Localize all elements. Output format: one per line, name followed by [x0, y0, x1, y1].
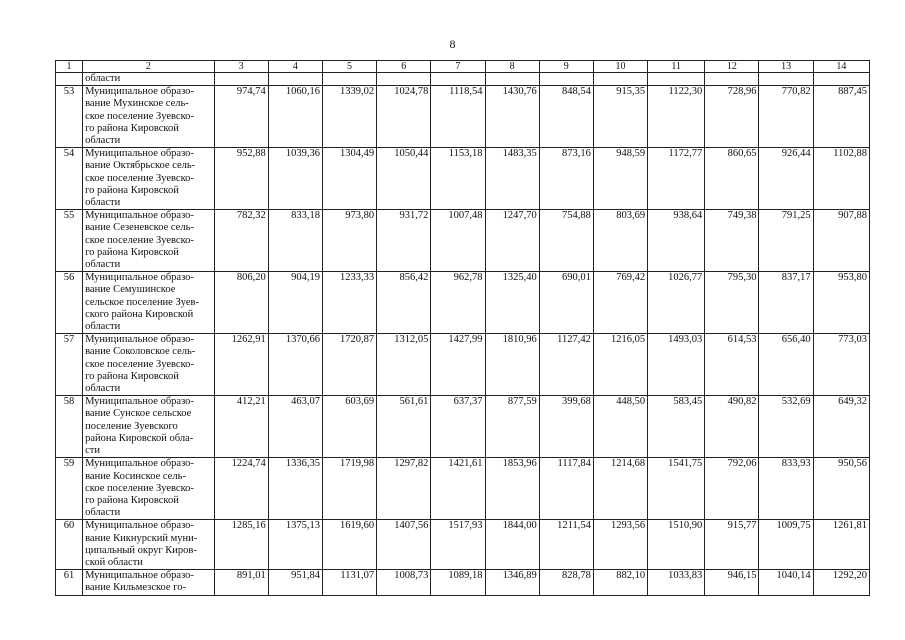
- value-cell: 951,84: [268, 570, 322, 595]
- entity-name-cell: [83, 272, 214, 334]
- value-cell: 952,88: [214, 148, 268, 210]
- value-cell: 770,82: [759, 86, 813, 148]
- entity-name-cell: [83, 73, 214, 86]
- value-cell: 1375,13: [268, 520, 322, 570]
- entity-name-cell: [83, 520, 214, 570]
- entity-name-line: го района Кировской: [85, 122, 179, 134]
- entity-name-line: ское поселение Зуевско-: [85, 482, 194, 494]
- entity-name-line: ское поселение Зуевско-: [85, 234, 194, 246]
- value-cell: 1720,87: [322, 334, 376, 396]
- table-row: [56, 272, 870, 334]
- entity-name-line: вание Косинское сель-: [85, 470, 186, 482]
- value-cell: 806,20: [214, 272, 268, 334]
- value-cell: 833,18: [268, 210, 322, 272]
- value-cell: 1211,54: [539, 520, 593, 570]
- value-cell: 1117,84: [539, 458, 593, 520]
- value-cell: 769,42: [593, 272, 647, 334]
- table-row: [56, 520, 870, 570]
- entity-name-line: области: [85, 73, 121, 84]
- value-cell: 887,45: [813, 86, 869, 148]
- value-cell: [539, 73, 593, 86]
- value-cell: [322, 73, 376, 86]
- value-cell: 1325,40: [485, 272, 539, 334]
- column-header-14: 14: [813, 61, 869, 73]
- table-row: [56, 210, 870, 272]
- entity-name-line: вание Мухинское сель-: [85, 98, 189, 110]
- value-cell: [813, 73, 869, 86]
- column-header-10: 10: [593, 61, 647, 73]
- entity-name-cell: [83, 86, 214, 148]
- value-cell: 891,01: [214, 570, 268, 595]
- value-cell: 907,88: [813, 210, 869, 272]
- value-cell: 848,54: [539, 86, 593, 148]
- entity-name-line: вание Кильмезское го-: [85, 582, 187, 594]
- value-cell: 1153,18: [431, 148, 485, 210]
- value-cell: 1033,83: [648, 570, 705, 595]
- row-number: 54: [56, 148, 83, 210]
- value-cell: 1039,36: [268, 148, 322, 210]
- table-row: [56, 396, 870, 458]
- entity-name-line: ципальный округ Киров-: [85, 544, 197, 556]
- entity-name-line: вание Семушинское: [85, 284, 176, 296]
- value-cell: 649,32: [813, 396, 869, 458]
- data-table: [55, 60, 870, 596]
- value-cell: 1127,42: [539, 334, 593, 396]
- value-cell: 1172,77: [648, 148, 705, 210]
- value-cell: 1370,66: [268, 334, 322, 396]
- value-cell: 828,78: [539, 570, 593, 595]
- value-cell: 795,30: [705, 272, 759, 334]
- value-cell: 1541,75: [648, 458, 705, 520]
- value-cell: 1407,56: [377, 520, 431, 570]
- value-cell: 532,69: [759, 396, 813, 458]
- row-number: 55: [56, 210, 83, 272]
- column-header-7: 7: [431, 61, 485, 73]
- entity-name-line: области: [85, 259, 121, 271]
- value-cell: 1810,96: [485, 334, 539, 396]
- column-header-4: 4: [268, 61, 322, 73]
- entity-name-line: го района Кировской: [85, 184, 179, 196]
- value-cell: 882,10: [593, 570, 647, 595]
- value-cell: 953,80: [813, 272, 869, 334]
- value-cell: 1007,48: [431, 210, 485, 272]
- value-cell: 1060,16: [268, 86, 322, 148]
- entity-name-line: ское поселение Зуевско-: [85, 110, 194, 122]
- value-cell: 1517,93: [431, 520, 485, 570]
- value-cell: 1224,74: [214, 458, 268, 520]
- value-cell: 1304,49: [322, 148, 376, 210]
- value-cell: 1427,99: [431, 334, 485, 396]
- value-cell: 946,15: [705, 570, 759, 595]
- value-cell: 1510,90: [648, 520, 705, 570]
- entity-name-line: области: [85, 321, 121, 333]
- value-cell: 1040,14: [759, 570, 813, 595]
- row-number: 57: [56, 334, 83, 396]
- value-cell: 1493,03: [648, 334, 705, 396]
- value-cell: [214, 73, 268, 86]
- value-cell: 791,25: [759, 210, 813, 272]
- value-cell: 1008,73: [377, 570, 431, 595]
- entity-name-line: ской области: [85, 556, 143, 568]
- entity-name-line: вание Кикнурский муни-: [85, 532, 198, 544]
- entity-name-line: сти: [85, 445, 100, 457]
- value-cell: 1293,56: [593, 520, 647, 570]
- value-cell: [377, 73, 431, 86]
- value-cell: 1844,00: [485, 520, 539, 570]
- entity-name-line: поселение Зуевского: [85, 420, 178, 432]
- value-cell: 412,21: [214, 396, 268, 458]
- value-cell: 583,45: [648, 396, 705, 458]
- entity-name-line: области: [85, 507, 121, 519]
- value-cell: 1336,35: [268, 458, 322, 520]
- row-number: 60: [56, 520, 83, 570]
- value-cell: 792,06: [705, 458, 759, 520]
- value-cell: 915,35: [593, 86, 647, 148]
- entity-name-line: Муниципальное образо-: [85, 86, 194, 98]
- value-cell: 877,59: [485, 396, 539, 458]
- value-cell: 728,96: [705, 86, 759, 148]
- value-cell: 962,78: [431, 272, 485, 334]
- table-row: [56, 570, 870, 595]
- value-cell: 1719,98: [322, 458, 376, 520]
- column-header-8: 8: [485, 61, 539, 73]
- value-cell: 1026,77: [648, 272, 705, 334]
- column-header-9: 9: [539, 61, 593, 73]
- table-row: [56, 458, 870, 520]
- entity-name-line: Муниципальное образо-: [85, 210, 194, 222]
- entity-name-line: области: [85, 197, 121, 209]
- value-cell: 463,07: [268, 396, 322, 458]
- entity-name-cell: [83, 334, 214, 396]
- value-cell: 1261,81: [813, 520, 869, 570]
- row-number: 59: [56, 458, 83, 520]
- entity-name-line: ское поселение Зуевско-: [85, 358, 194, 370]
- entity-name-line: го района Кировской: [85, 246, 179, 258]
- entity-name-line: Муниципальное образо-: [85, 570, 194, 582]
- value-cell: 1483,35: [485, 148, 539, 210]
- value-cell: 1346,89: [485, 570, 539, 595]
- value-cell: 1312,05: [377, 334, 431, 396]
- entity-name-line: вание Октябрьское сель-: [85, 160, 196, 172]
- entity-name-line: сельское поселение Зуев-: [85, 296, 199, 308]
- value-cell: 1247,70: [485, 210, 539, 272]
- entity-name-cell: [83, 570, 214, 595]
- value-cell: 603,69: [322, 396, 376, 458]
- value-cell: 1297,82: [377, 458, 431, 520]
- row-number: 56: [56, 272, 83, 334]
- value-cell: 1216,05: [593, 334, 647, 396]
- entity-name-line: вание Соколовское сель-: [85, 346, 196, 358]
- entity-name-line: ское поселение Зуевско-: [85, 172, 194, 184]
- value-cell: 837,17: [759, 272, 813, 334]
- value-cell: 399,68: [539, 396, 593, 458]
- value-cell: 856,42: [377, 272, 431, 334]
- value-cell: [431, 73, 485, 86]
- entity-name-line: области: [85, 383, 121, 395]
- value-cell: 931,72: [377, 210, 431, 272]
- value-cell: 1118,54: [431, 86, 485, 148]
- value-cell: 1102,88: [813, 148, 869, 210]
- value-cell: [485, 73, 539, 86]
- value-cell: 1421,61: [431, 458, 485, 520]
- value-cell: 754,88: [539, 210, 593, 272]
- value-cell: 1262,91: [214, 334, 268, 396]
- value-cell: [593, 73, 647, 86]
- value-cell: 1853,96: [485, 458, 539, 520]
- entity-name-line: Муниципальное образо-: [85, 148, 194, 160]
- value-cell: 938,64: [648, 210, 705, 272]
- continuation-row: [56, 73, 870, 86]
- table-row: [56, 148, 870, 210]
- value-cell: 490,82: [705, 396, 759, 458]
- value-cell: 773,03: [813, 334, 869, 396]
- value-cell: 1430,76: [485, 86, 539, 148]
- column-header-3: 3: [214, 61, 268, 73]
- column-header-11: 11: [648, 61, 705, 73]
- column-header-2: 2: [83, 61, 214, 73]
- value-cell: 803,69: [593, 210, 647, 272]
- table-row: [56, 86, 870, 148]
- value-cell: 448,50: [593, 396, 647, 458]
- value-cell: 1214,68: [593, 458, 647, 520]
- value-cell: 926,44: [759, 148, 813, 210]
- value-cell: 915,77: [705, 520, 759, 570]
- value-cell: 561,61: [377, 396, 431, 458]
- entity-name-line: Муниципальное образо-: [85, 334, 194, 346]
- value-cell: 974,74: [214, 86, 268, 148]
- value-cell: 1024,78: [377, 86, 431, 148]
- value-cell: 1089,18: [431, 570, 485, 595]
- entity-name-line: Муниципальное образо-: [85, 458, 194, 470]
- page-number: 8: [449, 37, 456, 51]
- value-cell: 904,19: [268, 272, 322, 334]
- value-cell: 1009,75: [759, 520, 813, 570]
- value-cell: 656,40: [759, 334, 813, 396]
- row-number: 53: [56, 86, 83, 148]
- entity-name-line: вание Сунское сельское: [85, 408, 192, 420]
- entity-name-line: района Кировской обла-: [85, 432, 194, 444]
- table-row: [56, 334, 870, 396]
- value-cell: 860,65: [705, 148, 759, 210]
- value-cell: 948,59: [593, 148, 647, 210]
- column-header-1: 1: [56, 61, 83, 73]
- value-cell: 690,01: [539, 272, 593, 334]
- row-number: 61: [56, 570, 83, 595]
- value-cell: [705, 73, 759, 86]
- row-number: 58: [56, 396, 83, 458]
- value-cell: 950,56: [813, 458, 869, 520]
- entity-name-cell: [83, 210, 214, 272]
- value-cell: 782,32: [214, 210, 268, 272]
- value-cell: 1619,60: [322, 520, 376, 570]
- entity-name-line: Муниципальное образо-: [85, 396, 194, 408]
- value-cell: 637,37: [431, 396, 485, 458]
- entity-name-line: области: [85, 135, 121, 147]
- column-header-5: 5: [322, 61, 376, 73]
- column-header-13: 13: [759, 61, 813, 73]
- entity-name-cell: [83, 148, 214, 210]
- value-cell: [759, 73, 813, 86]
- value-cell: 614,53: [705, 334, 759, 396]
- entity-name-line: го района Кировской: [85, 370, 179, 382]
- entity-name-line: го района Кировской: [85, 494, 179, 506]
- value-cell: 1050,44: [377, 148, 431, 210]
- column-header-12: 12: [705, 61, 759, 73]
- value-cell: [648, 73, 705, 86]
- column-header-6: 6: [377, 61, 431, 73]
- value-cell: 973,80: [322, 210, 376, 272]
- value-cell: [268, 73, 322, 86]
- row-number: [56, 73, 83, 86]
- value-cell: 833,93: [759, 458, 813, 520]
- value-cell: 1339,02: [322, 86, 376, 148]
- value-cell: 1131,07: [322, 570, 376, 595]
- entity-name-line: Муниципальное образо-: [85, 520, 194, 532]
- value-cell: 1285,16: [214, 520, 268, 570]
- value-cell: 1122,30: [648, 86, 705, 148]
- table-body: [56, 73, 870, 596]
- entity-name-cell: [83, 458, 214, 520]
- entity-name-line: вание Сезеневское сель-: [85, 222, 194, 234]
- entity-name-line: ского района Кировской: [85, 308, 194, 320]
- value-cell: 1292,20: [813, 570, 869, 595]
- column-number-row: [56, 61, 870, 73]
- value-cell: 873,16: [539, 148, 593, 210]
- value-cell: 1233,33: [322, 272, 376, 334]
- entity-name-line: Муниципальное образо-: [85, 272, 194, 284]
- entity-name-cell: [83, 396, 214, 458]
- value-cell: 749,38: [705, 210, 759, 272]
